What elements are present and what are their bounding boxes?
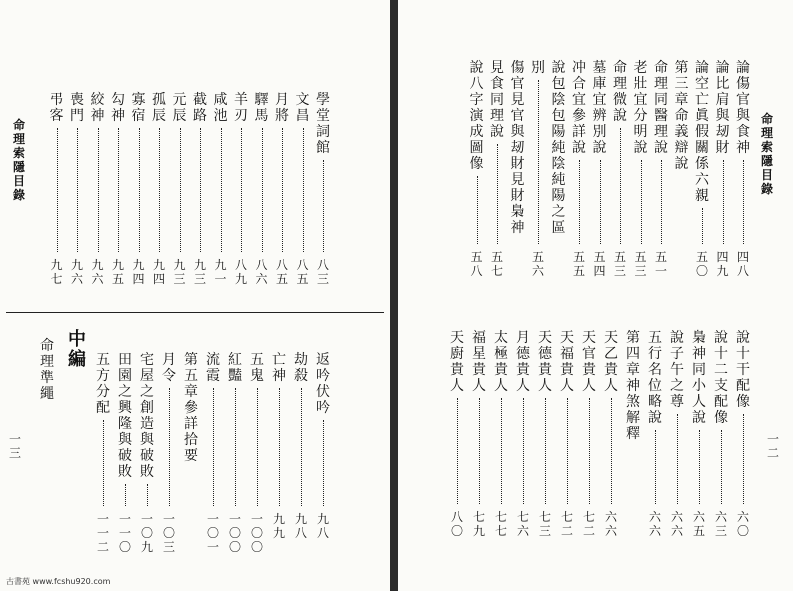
- toc-entry-page: 六三: [714, 510, 727, 538]
- toc-entry-title: 論比肩與刼財: [715, 60, 730, 156]
- toc-entry-title: 說十二支配像: [714, 330, 728, 426]
- toc-entry-page: 一〇〇: [250, 512, 263, 554]
- toc-entry-page: 五三: [613, 250, 626, 278]
- toc-entry-page: 八九: [234, 258, 247, 286]
- toc-entry-title: 孤辰: [152, 92, 166, 124]
- toc-leader-dots: [169, 388, 172, 506]
- toc-entry-title: 天廚貴人: [450, 330, 464, 394]
- toc-entry-page: 八三: [316, 258, 329, 286]
- toc-leader-dots: [213, 388, 216, 506]
- toc-entry-page: 九五: [111, 258, 124, 286]
- toc-leader-dots: [479, 398, 482, 504]
- toc-entry-title: 寡宿: [131, 92, 146, 124]
- toc-entry-title: 宅屋之創造與破敗: [140, 352, 154, 480]
- toc-leader-dots: [655, 430, 658, 504]
- toc-leader-dots: [702, 208, 705, 244]
- toc-entry-title: 說包陰包陽純陰純陽之區: [551, 60, 566, 236]
- toc-leader-dots: [677, 414, 680, 504]
- toc-entry-title: 咸池: [213, 92, 228, 124]
- toc-leader-dots: [241, 128, 244, 252]
- toc-entry-title: 天乙貴人: [604, 330, 618, 394]
- toc-leader-dots: [57, 128, 60, 252]
- toc-entry-page: 一〇三: [162, 512, 175, 554]
- toc-entry-title: 老壯宜分明說: [633, 60, 648, 156]
- toc-leader-dots: [501, 398, 504, 504]
- toc-entry-title: 墓庫宜辨別說: [592, 60, 607, 156]
- toc-entry-title: 論傷官與食神: [736, 60, 750, 156]
- toc-leader-dots: [611, 398, 614, 504]
- toc-entry-title: 五方分配: [96, 352, 110, 416]
- toc-entry-title: 返吟伏吟: [316, 352, 330, 416]
- section-label: 中編: [68, 329, 86, 370]
- toc-leader-dots: [589, 398, 592, 504]
- toc-entry-page: 九四: [132, 258, 145, 286]
- toc-entry-page: 七三: [538, 510, 551, 538]
- toc-entry-title: 月將: [275, 92, 289, 124]
- toc-leader-dots: [477, 176, 480, 244]
- right-page: [398, 0, 793, 591]
- toc-entry-title: 冲合宜參詳說: [572, 60, 586, 156]
- toc-leader-dots: [98, 128, 101, 252]
- toc-entry-page: 一一二: [96, 512, 109, 554]
- toc-entry-title: 第四章 神煞解釋: [626, 330, 640, 442]
- toc-leader-dots: [600, 160, 603, 244]
- toc-leader-dots: [180, 128, 183, 252]
- toc-entry-page: 九三: [193, 258, 206, 286]
- toc-leader-dots: [303, 128, 306, 252]
- toc-entry-title: 亡神: [272, 352, 286, 384]
- toc-entry-page: 六六: [648, 510, 661, 538]
- toc-entry-page: 六六: [670, 510, 683, 538]
- toc-entry-title: 截路: [193, 92, 207, 124]
- toc-entry-page: 一〇九: [140, 512, 153, 554]
- toc-leader-dots: [262, 128, 265, 252]
- toc-leader-dots: [200, 128, 203, 252]
- toc-leader-dots: [538, 80, 541, 244]
- toc-leader-dots: [279, 388, 282, 506]
- toc-entry-page: 五三: [634, 250, 647, 278]
- toc-leader-dots: [257, 388, 260, 506]
- toc-leader-dots: [323, 420, 326, 506]
- toc-entry-page: 七六: [516, 510, 529, 538]
- toc-leader-dots: [457, 398, 460, 504]
- book-gutter: [390, 0, 398, 591]
- toc-entry-page: 一一〇: [118, 512, 131, 554]
- toc-entry-title: 命理微說: [613, 60, 627, 124]
- toc-entry-page: 九七: [50, 258, 63, 286]
- toc-entry-title: 絞神: [90, 92, 105, 124]
- toc-entry-title: 說子午之尊: [670, 330, 684, 410]
- toc-leader-dots: [723, 160, 726, 244]
- toc-entry-title: 月令: [162, 352, 176, 384]
- toc-entry-title: 學堂詞館: [316, 92, 330, 156]
- toc-entry-page: 七九: [472, 510, 485, 538]
- toc-leader-dots: [699, 430, 702, 504]
- toc-leader-dots: [77, 128, 80, 252]
- toc-leader-dots: [661, 160, 664, 244]
- toc-entry-page: 九六: [70, 258, 83, 286]
- toc-leader-dots: [301, 388, 304, 506]
- toc-leader-dots: [235, 388, 238, 506]
- toc-leader-dots: [323, 160, 326, 252]
- toc-entry-title: 驛馬: [254, 92, 269, 124]
- toc-entry-title: 天德貴人: [538, 330, 552, 394]
- toc-entry-title: 第五章 參詳拾要: [184, 352, 198, 464]
- toc-leader-dots: [118, 128, 121, 252]
- toc-leader-dots: [620, 128, 623, 244]
- toc-entry-title: 說十干配像: [736, 330, 750, 410]
- toc-leader-dots: [545, 398, 548, 504]
- toc-entry-title: 劫殺: [294, 352, 308, 384]
- left-page-number: 一三: [8, 432, 21, 460]
- section-entry: 命理準繩: [40, 338, 54, 402]
- toc-entry-title: 第三章 命義辯說: [674, 60, 689, 172]
- toc-entry-page: 六六: [604, 510, 617, 538]
- toc-entry-page: 五五: [572, 250, 585, 278]
- toc-entry-title: 勾神: [111, 92, 125, 124]
- toc-leader-dots: [147, 484, 150, 506]
- toc-entry-title: 福星貴人: [472, 330, 486, 394]
- toc-leader-dots: [567, 398, 570, 504]
- toc-entry-page: 七二: [560, 510, 573, 538]
- toc-entry-page: 六〇: [736, 510, 749, 538]
- toc-entry-page: 九八: [294, 512, 307, 540]
- toc-entry-title: 弔客: [49, 92, 64, 124]
- toc-entry-title: 五鬼: [250, 352, 264, 384]
- toc-entry-page: 五一: [654, 250, 667, 278]
- toc-entry-title: 天官貴人: [582, 330, 596, 394]
- right-page-number: 一二: [766, 432, 779, 460]
- toc-leader-dots: [139, 128, 142, 252]
- toc-entry-page: 八〇: [450, 510, 463, 538]
- toc-entry-page: 六五: [692, 510, 705, 538]
- toc-leader-dots: [523, 398, 526, 504]
- toc-leader-dots: [497, 144, 500, 244]
- toc-entry-page: 一〇一: [206, 512, 219, 554]
- toc-entry-title: 傷官見官與刼財見財梟神: [510, 60, 525, 236]
- toc-entry-title: 命理同醫理說: [654, 60, 668, 156]
- toc-entry-page: 八五: [296, 258, 309, 286]
- toc-entry-title: 論空亡眞假關係六親: [695, 60, 709, 204]
- toc-entry-page: 九六: [91, 258, 104, 286]
- toc-entry-page: 九八: [316, 512, 329, 540]
- toc-entry-title: 別: [531, 60, 545, 76]
- toc-entry-title: 說八字演成圖像: [469, 60, 484, 172]
- left-page-header: 命理索隱 目錄: [12, 118, 25, 202]
- toc-entry-title: 田園之興隆與破敗: [118, 352, 132, 480]
- toc-entry-title: 五行名位略說: [648, 330, 662, 426]
- toc-entry-title: 流霞: [206, 352, 220, 384]
- site-watermark: 古書苑 www.fcshu920.com: [6, 577, 111, 586]
- toc-leader-dots: [743, 414, 746, 504]
- toc-leader-dots: [579, 160, 582, 244]
- toc-entry-page: 四九: [716, 250, 729, 278]
- toc-entry-page: 九三: [173, 258, 186, 286]
- toc-entry-title: 梟神同小人說: [692, 330, 706, 426]
- toc-entry-title: 見食同理說: [490, 60, 504, 140]
- toc-entry-title: 太極貴人: [494, 330, 508, 394]
- toc-entry-title: 元辰: [172, 92, 187, 124]
- toc-entry-title: 紅豔: [228, 352, 242, 384]
- toc-entry-page: 五七: [490, 250, 503, 278]
- toc-leader-dots: [221, 128, 224, 252]
- left-section-divider: [6, 312, 384, 313]
- toc-entry-page: 五四: [593, 250, 606, 278]
- toc-entry-page: 四八: [736, 250, 749, 278]
- toc-leader-dots: [159, 128, 162, 252]
- toc-entry-page: 五六: [531, 250, 544, 278]
- toc-entry-page: 八六: [255, 258, 268, 286]
- toc-entry-page: 五〇: [695, 250, 708, 278]
- toc-leader-dots: [721, 430, 724, 504]
- toc-entry-page: 九一: [214, 258, 227, 286]
- toc-entry-title: 天福貴人: [560, 330, 574, 394]
- toc-entry-page: 七二: [582, 510, 595, 538]
- left-page: [0, 0, 390, 591]
- toc-entry-title: 羊刃: [234, 92, 248, 124]
- toc-leader-dots: [641, 160, 644, 244]
- toc-leader-dots: [103, 420, 106, 506]
- toc-entry-title: 文昌: [295, 92, 310, 124]
- toc-entry-page: 九四: [152, 258, 165, 286]
- toc-leader-dots: [743, 160, 746, 244]
- toc-entry-page: 五八: [470, 250, 483, 278]
- toc-entry-page: 七七: [494, 510, 507, 538]
- right-page-header: 命理索隱 目錄: [760, 112, 773, 196]
- toc-leader-dots: [282, 128, 285, 252]
- toc-entry-title: 喪門: [70, 92, 84, 124]
- toc-entry-page: 一〇〇: [228, 512, 241, 554]
- toc-leader-dots: [125, 484, 128, 506]
- toc-entry-page: 九九: [272, 512, 285, 540]
- toc-entry-page: 八五: [275, 258, 288, 286]
- toc-entry-title: 月德貴人: [516, 330, 530, 394]
